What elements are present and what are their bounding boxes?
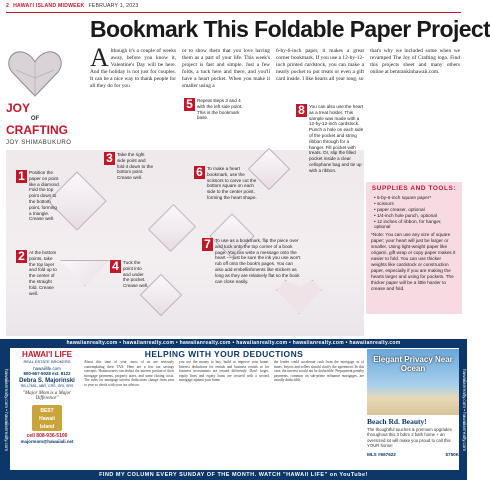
brokerage-phone: 800-667-5028 ext. 8122 xyxy=(23,371,71,376)
publication-date: FEBRUARY 1, 2023 xyxy=(88,3,139,9)
intro-text-1: lthough it's a couple of weeks away, before you know it, Valentine's Day will be here. And the holiday is not just for couples. It can be a nice way to thank people for all they do for you xyxy=(90,48,176,90)
step-8-text: You can also use the heart as a treat holder. This sample was made with a 12-by-12-inch cardstock. Punch a hole on each side of the pocket and string ribbon through for a hanger. Fill pocket with treats. Or, slip the filled pocket inside a clear cellophane bag and tie up with a ribbon. xyxy=(309,104,364,173)
header-rule xyxy=(6,12,461,13)
listing-title: Beach Rd. Beauty! xyxy=(367,417,427,426)
step-3 xyxy=(104,152,154,181)
intro-column-3: 6-by-6-inch paper, it makes a great corner bookmark. If you use a 12-by-12-inch printed cardstock, you can make a nearly pocket to put treats or even a gift card inside. I like hearts all year long, so xyxy=(276,48,364,83)
listing-description: The thoughtful touches & premium upgrades throughout this 3 bdrm 2 bath home + an oversized lot will make you proud to call this YOUR home! xyxy=(367,427,452,449)
supply-item: • 6-by-6-inch square paper* xyxy=(374,194,432,200)
step-2 xyxy=(16,250,60,296)
tax-article-col-3: the lender could accelerate cash from the mortgage as of times, buyers and sellers should clarify the agreement. In this case, the interest would not be deductible. Prepayment penalty payments, common on sub-prime refinance mortgages, are usually deductible. xyxy=(274,360,364,383)
brokerage-logo: HAWAI'I LIFE xyxy=(22,350,72,359)
intro-column-1 xyxy=(90,43,176,91)
agent-cell: cell 808-936-5100 xyxy=(26,433,68,439)
paper-triangle xyxy=(60,260,110,286)
step-4 xyxy=(110,260,150,289)
step-7-number: 7 xyxy=(202,238,213,251)
step-1 xyxy=(16,170,60,222)
award-badge: BEST Hawaii Island xyxy=(32,405,62,431)
step-7 xyxy=(202,238,302,284)
tax-article-col-1: About this time of year, most of us are seriously contemplating their TAX. Here are a few tax savings concepts. Homeowners can deduct the interest portion of their mortgage payments, property taxes, and some closing costs. The rules for mortgage interest deductions change from year to year so check with your tax advisor. xyxy=(84,360,174,387)
step-3-number: 3 xyxy=(104,152,115,165)
supply-item: • 12 inches of ribbon, for hanger, optional xyxy=(374,218,442,230)
supplies-box xyxy=(366,182,462,314)
paper-fold-3 xyxy=(148,204,196,252)
step-3-text: Take the right side point and fold it down to the bottom point. Crease well. xyxy=(117,152,154,181)
publication-name: HAWAI'I ISLAND MIDWEEK xyxy=(13,3,85,9)
page-number: 2 xyxy=(6,3,10,9)
supplies-list xyxy=(371,195,457,230)
tax-article-columns xyxy=(84,360,364,466)
intro-column-4: that's why we included some when we revamped The Joy of Crafting logo. Find this projects sheet and many others online at bentrankinhawaii.com. xyxy=(370,48,460,76)
step-4-text: Tuck the point into and under the pocket. Crease well. xyxy=(123,260,149,289)
agent-panel xyxy=(12,350,82,470)
listing-price: $750K xyxy=(445,451,459,457)
tax-article-heading: HELPING WITH YOUR DEDUCTIONS xyxy=(144,349,304,359)
step-1-number: 1 xyxy=(16,170,27,183)
step-7-text: To use as a bookmark, flip the piece over and tuck onto the top corner of a book page. You can write a message onto the heart — just be sure the ink you use won't rub off onto the book's pages. You can also add embellishments like stickers as long as they are relatively flat so the book can close easily. xyxy=(215,238,301,284)
step-2-number: 2 xyxy=(16,250,27,263)
step-2-text: At the bottom points, take the top layer and fold up to the center of the straight fold. Crease well. xyxy=(29,250,57,296)
paper-heart xyxy=(276,280,322,314)
agent-name: Debra S. Majorinski xyxy=(19,378,75,384)
article-title: Bookmark This Foldable Paper Project xyxy=(90,16,490,42)
step-6-number: 6 xyxy=(194,166,205,179)
step-6-text: To make a heart bookmark, use the scissors to carve cut the bottom square on each side to the center point, forming the heart shape. xyxy=(207,166,257,200)
step-4-number: 4 xyxy=(110,260,121,273)
tax-article-col-2: you use the money to buy, build or improve your home. Interest deductions for rentals and business rentals or for business investments are treated differently. Don't forget, equity lines and equity loans are secured with a second mortgage against your home. xyxy=(179,360,269,383)
logo-joy: JOY xyxy=(6,101,31,115)
step-5-text: Repeat steps 3 and 4 with the left side point. This is the bookmark base. xyxy=(197,98,243,121)
intro-column-2: or to show them that you love having them as a part of your life. This week's project is fast and simple. Just a few folds, a tuck here and there, and you'll have a heart pocket. When you make it smaller using a xyxy=(182,48,270,90)
supplies-heading: SUPPLIES AND TOOLS: xyxy=(371,185,457,192)
ad-side-right: hawaiianrealty.com • hawaiianrealty.com xyxy=(462,368,467,452)
logo-wordmark xyxy=(6,103,68,136)
agent-email[interactable]: majormom@hawaiiali.net xyxy=(20,439,74,444)
drop-cap: A xyxy=(90,43,109,72)
step-1-text: Position the paper on point like a diamond. Fold the top point down to the bottom point, forming a triangle. Crease well. xyxy=(29,170,60,222)
author-byline: JOY SHIMABUKURO xyxy=(6,140,72,146)
listing-photo: Elegant Privacy Near Ocean xyxy=(367,349,459,415)
heart-icon xyxy=(6,48,64,100)
logo-crafting: CRAFTING xyxy=(6,123,68,137)
listing-mls: MLS #667622 xyxy=(367,451,396,457)
step-5-number: 5 xyxy=(184,98,195,111)
property-listing xyxy=(367,349,459,469)
listing-footer xyxy=(367,452,459,457)
logo-of: OF xyxy=(30,116,40,122)
agent-slogan: "Major Mom is a Major Difference" xyxy=(22,391,72,401)
supplies-note: *Note: You can use any size of square paper; your heart will just be larger or smaller. Using light-weight paper like origami, gift wrap or copy paper makes it easier to fold. You can use thicker weights like cardstock or construction paper, especially if you are making the hearts larger and using for pockets. The thicker paper will be a little harder to crease and fold. xyxy=(371,232,456,291)
brokerage-subtitle: REAL ESTATE BROKERS xyxy=(23,359,71,364)
supply-item: • paper creaser, optional xyxy=(374,206,425,212)
step-6 xyxy=(194,166,260,201)
supply-item: • scissors xyxy=(374,200,394,206)
step-8-number: 8 xyxy=(296,104,307,117)
agent-credentials: RB-17651, ABR, CRS, GRI, SRS xyxy=(20,384,74,388)
ad-bottom-banner[interactable]: FIND MY COLUMN EVERY SUNDAY OF THE MONTH. WATCH "HAWAII LIFE" on YouTube! xyxy=(99,472,368,478)
tax-article xyxy=(84,349,364,466)
ad-top-banner[interactable]: hawaiianrealty.com • hawaiianrealty.com • hawaiianrealty.com • hawaiianrealty.com • hawaiianrealty.com • hawaiianrealty.com xyxy=(66,340,401,346)
ad-side-left: hawaiianrealty.com • hawaiianrealty.com xyxy=(4,368,9,452)
brokerage-url[interactable]: hawaiilife.com xyxy=(33,366,61,371)
step-5 xyxy=(184,98,248,121)
supply-item: • 1/4-inch hole punch, optional xyxy=(374,212,437,218)
page-header xyxy=(6,3,461,12)
step-8 xyxy=(296,104,364,174)
